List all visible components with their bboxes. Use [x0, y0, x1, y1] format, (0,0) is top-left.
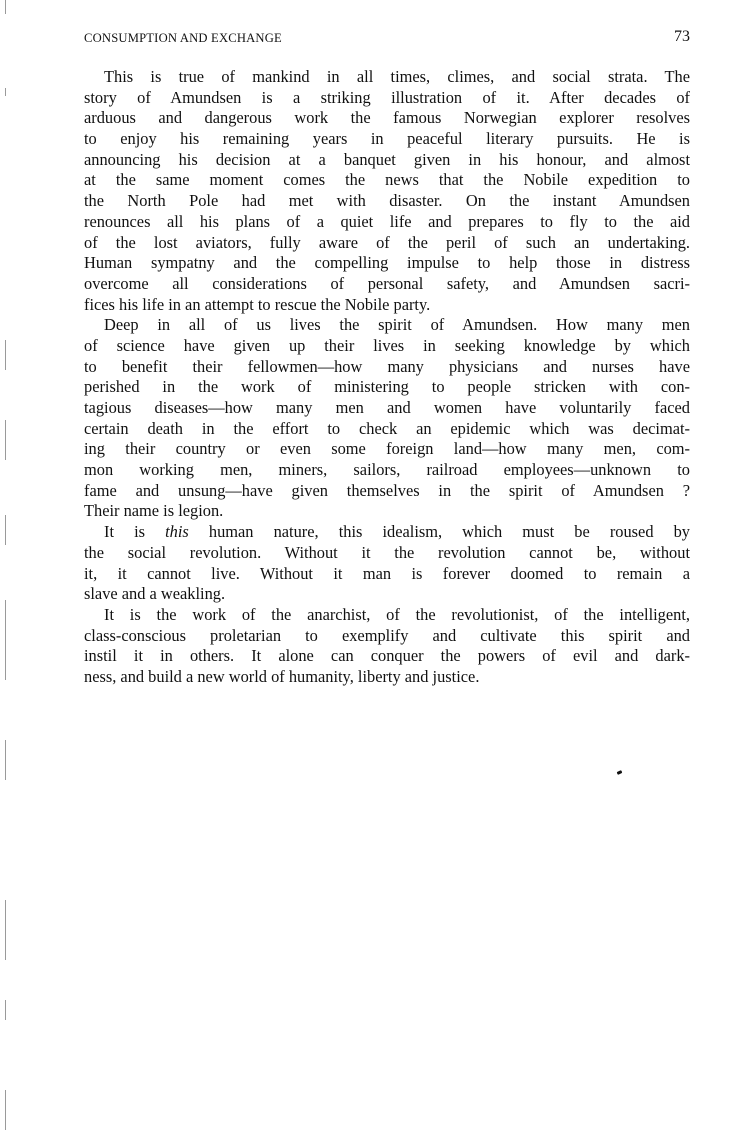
text-line: This is true of mankind in all times, climes, and social strata. The: [104, 67, 690, 86]
paragraph: [84, 522, 690, 605]
ink-speck: [617, 770, 623, 775]
text-line: story of Amundsen is a striking illustration of it. After decades of: [84, 87, 690, 107]
text-line: fame and unsung—have given themselves in the spirit of Amundsen ?: [84, 480, 690, 500]
margin-mark: [5, 0, 6, 14]
text-line: to enjoy his remaining years in peaceful literary pursuits. He is: [84, 129, 690, 149]
text-line: to benefit their fellowmen—how many physicians and nurses have: [84, 356, 690, 376]
text-line: certain death in the effort to check an epidemic which was decimat-: [84, 418, 690, 438]
scan-margin-marks: [5, 0, 7, 1136]
text-line: instil it in others. It alone can conquer the powers of evil and dark-: [84, 646, 690, 666]
text-line: ing their country or even some foreign land—how many men, com-: [84, 439, 690, 459]
margin-mark: [5, 515, 6, 545]
emphasized-word: this: [165, 522, 189, 542]
paragraph: [84, 605, 690, 688]
text-line: class-conscious proletarian to exemplify and cultivate this spirit and: [84, 625, 690, 645]
text-line: the social revolution. Without it the revolution cannot be, without: [84, 542, 690, 562]
margin-mark: [5, 600, 6, 680]
text-line: the North Pole had met with disaster. On the instant Amundsen: [84, 191, 690, 211]
text-line: of science have given up their lives in seeking knowledge by which: [84, 335, 690, 355]
text-line: fices his life in an attempt to rescue the Nobile party.: [84, 294, 431, 314]
text-line: It is the work of the anarchist, of the revolutionist, of the intelligent,: [104, 604, 690, 624]
paragraph: [84, 67, 690, 315]
text-line: slave and a weakling.: [84, 584, 226, 604]
running-head: [84, 29, 690, 49]
text-line: mon working men, miners, sailors, railroad employees—unknown to: [84, 460, 690, 480]
body-text: [84, 67, 690, 688]
text-line: It is this human nature, this idealism, which must be roused by: [104, 522, 690, 542]
text-line: it, it cannot live. Without it man is forever doomed to remain a: [84, 563, 690, 583]
text-line: renounces all his plans of a quiet life and prepares to fly to the aid: [84, 211, 690, 231]
text-line: Their name is legion.: [84, 501, 224, 521]
margin-mark: [5, 340, 6, 370]
page-number: 73: [674, 28, 690, 45]
text-line: Human sympatny and the compelling impulse to help those in distress: [84, 253, 690, 273]
margin-mark: [5, 740, 6, 780]
text-line: ness, and build a new world of humanity, liberty and justice.: [84, 666, 480, 686]
text-line: Deep in all of us lives the spirit of Amundsen. How many men: [104, 315, 690, 335]
text-line: arduous and dangerous work the famous Norwegian explorer resolves: [84, 108, 690, 128]
margin-mark: [5, 1090, 6, 1130]
text-line: at the same moment comes the news that the Nobile expedition to: [84, 170, 690, 190]
text-line: announcing his decision at a banquet given in his honour, and almost: [84, 149, 690, 169]
margin-mark: [5, 1000, 6, 1020]
text-line: overcome all considerations of personal safety, and Amundsen sacri-: [84, 273, 690, 293]
running-head-title: CONSUMPTION AND EXCHANGE: [84, 31, 282, 45]
paragraph: [84, 315, 690, 522]
text-line: of the lost aviators, fully aware of the peril of such an undertaking.: [84, 232, 690, 252]
text-line: perished in the work of ministering to people stricken with con-: [84, 377, 690, 397]
margin-mark: [5, 420, 6, 460]
margin-mark: [5, 900, 6, 960]
margin-mark: [5, 88, 6, 96]
text-line: tagious diseases—how many men and women have voluntarily faced: [84, 398, 690, 417]
